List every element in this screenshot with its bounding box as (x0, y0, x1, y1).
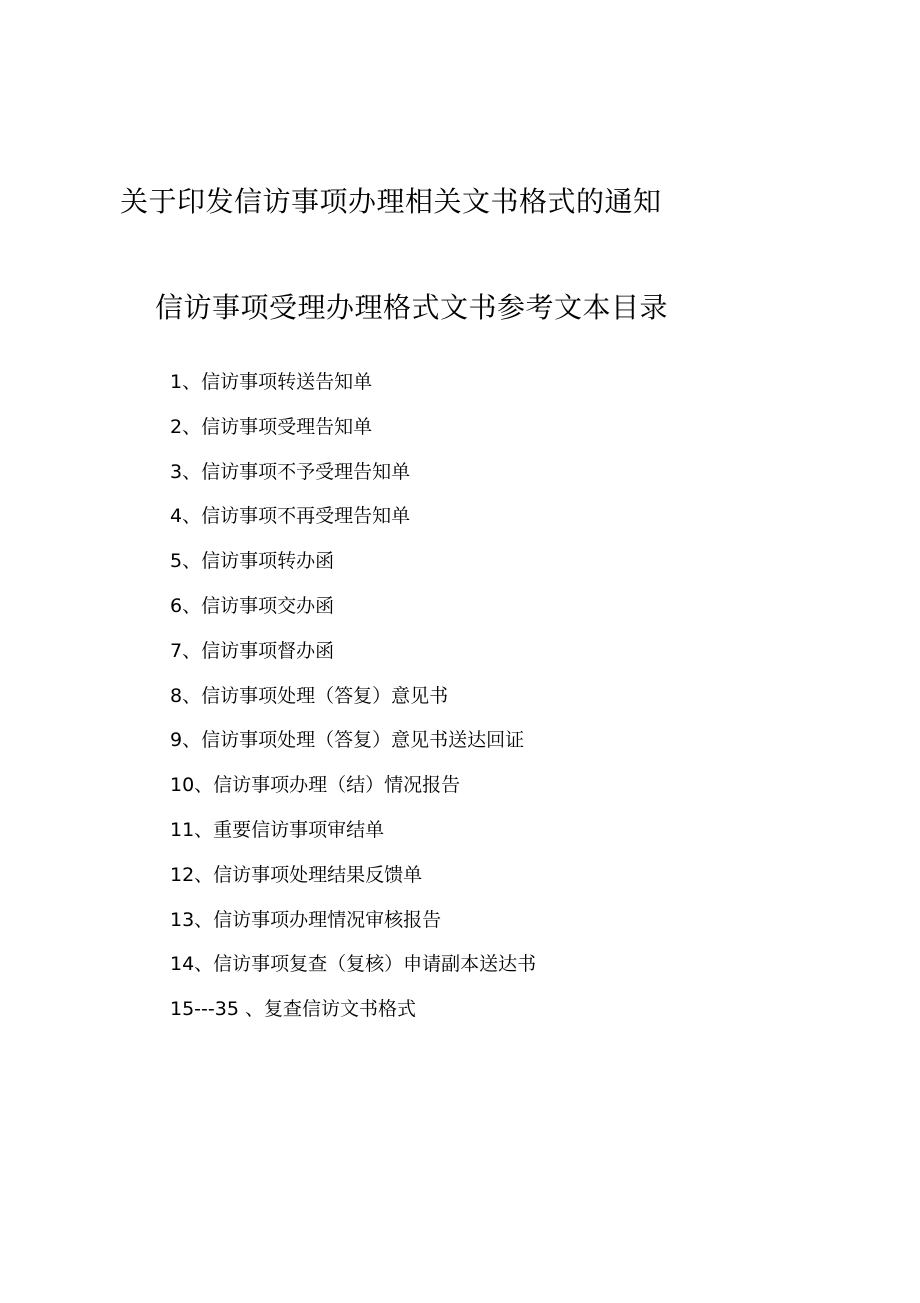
toc-item-2: 2、信访事项受理告知单 (170, 415, 373, 438)
toc-item-15-35: 15---35 、复查信访文书格式 (170, 998, 416, 1021)
toc-item-13: 13、信访事项办理情况审核报告 (170, 908, 442, 931)
toc-item-4: 4、信访事项不再受理告知单 (170, 505, 411, 528)
document-subtitle: 信访事项受理办理格式文书参考文本目录 (155, 291, 669, 324)
document-title: 关于印发信访事项办理相关文书格式的通知 (120, 185, 662, 218)
toc-item-1: 1、信访事项转送告知单 (170, 371, 373, 393)
toc-item-12: 12、信访事项处理结果反馈单 (170, 863, 423, 886)
toc-item-9: 9、信访事项处理（答复）意见书送达回证 (170, 729, 525, 752)
toc-item-11: 11、重要信访事项审结单 (170, 818, 385, 841)
toc-item-3: 3、信访事项不予受理告知单 (170, 460, 411, 483)
toc-item-5: 5、信访事项转办函 (170, 550, 335, 573)
toc-item-6: 6、信访事项交办函 (170, 594, 335, 617)
toc-item-14: 14、信访事项复查（复核）申请副本送达书 (170, 953, 537, 976)
toc-item-7: 7、信访事项督办函 (170, 639, 335, 662)
table-of-contents (170, 366, 536, 1038)
toc-item-8: 8、信访事项处理（答复）意见书 (170, 684, 449, 707)
toc-item-10: 10、信访事项办理（结）情况报告 (170, 774, 461, 797)
